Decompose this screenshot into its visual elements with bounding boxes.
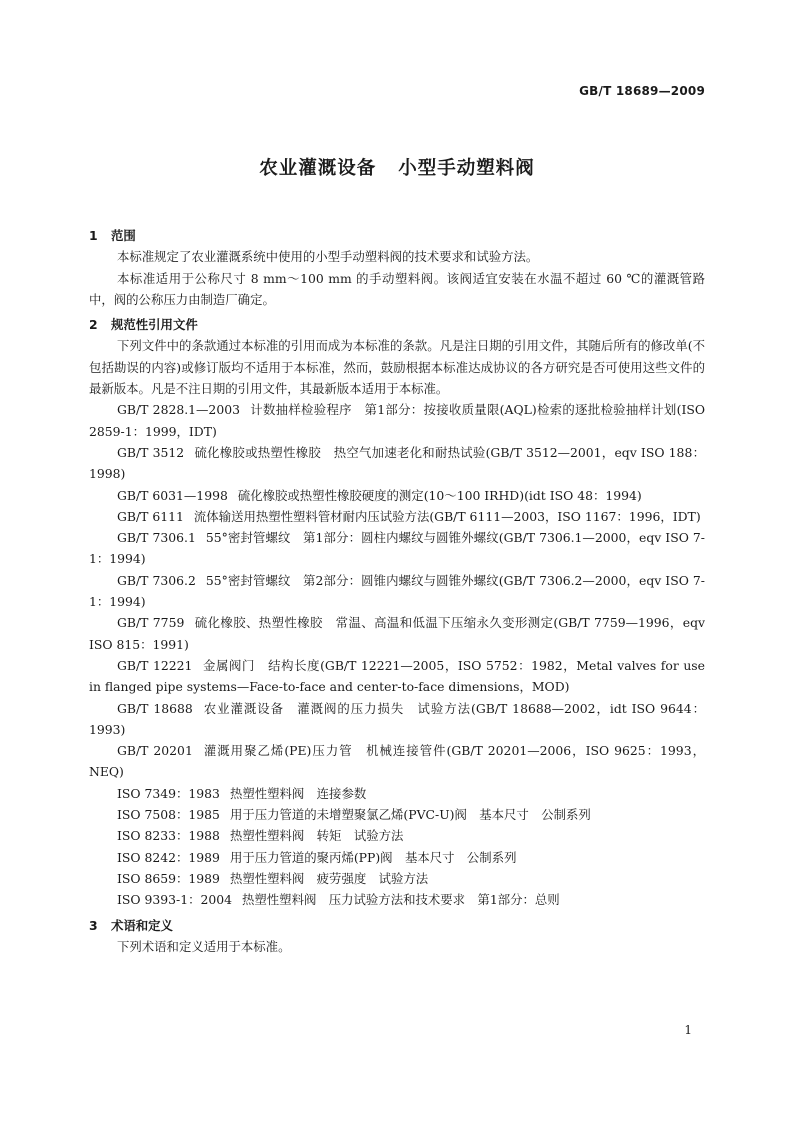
reference-item (89, 825, 705, 846)
reference-text: 硫化橡胶或热塑性橡胶 热空气加速老化和耐热试验(GB/T 3512—2001，eqv ISO 188：1998) (89, 444, 705, 482)
reference-text: 灌溉用聚乙烯(PE)压力管 机械连接管件(GB/T 20201—2006，ISO 9625：1993，NEQ) (89, 743, 705, 780)
reference-text: 农业灌溉设备 灌溉阀的压力损失 试验方法(GB/T 18688—2002，idt ISO 9644：1993) (89, 700, 705, 737)
reference-code: ISO 9393-1：2004 (117, 892, 233, 908)
reference-text: 热塑性塑料阀 连接参数 (229, 785, 367, 801)
reference-text: 用于压力管道的聚丙烯(PP)阀 基本尺寸 公制系列 (229, 849, 517, 865)
paragraph: 下列文件中的条款通过本标准的引用而成为本标准的条款。凡是注日期的引用文件，其随后所有的修改单(不包括勘误的内容)或修订版均不适用于本标准，然而，鼓励根据本标准达成协议的各方研究是否可使用这些文件的最新版本。凡是不注日期的引用文件，其最新版本适用于本标准。 (89, 338, 705, 397)
reference-text: 热塑性塑料阀 疲劳强度 试验方法 (229, 870, 429, 886)
reference-text: 热塑性塑料阀 转矩 试验方法 (229, 828, 404, 844)
reference-text: 流体输送用热塑性塑料管材耐内压试验方法(GB/T 6111—2003，ISO 1167：1996，IDT) (193, 508, 701, 524)
reference-item (89, 527, 705, 570)
reference-text: 用于压力管道的未增塑聚氯乙烯(PVC-U)阀 基本尺寸 公制系列 (229, 807, 591, 823)
document-title (0, 154, 794, 180)
reference-item (89, 612, 705, 655)
reference-item (89, 485, 705, 506)
standard-code: GB/T 18689—2009 (579, 84, 705, 98)
reference-code: ISO 8659：1989 (117, 870, 220, 886)
section-heading-scope (89, 225, 705, 246)
reference-item (89, 783, 705, 804)
section-heading-normative-references (89, 314, 705, 335)
reference-text: 计数抽样检验程序 第1部分：按接收质量限(AQL)检索的逐批检验抽样计划(ISO 2859-1：1999，IDT) (89, 402, 705, 439)
reference-text: 55°密封管螺纹 第1部分：圆柱内螺纹与圆锥外螺纹(GB/T 7306.1—2000，eqv ISO 7-1：1994) (89, 530, 705, 567)
reference-code: GB/T 7306.2 (117, 572, 196, 588)
title-part-2: 小型手动塑料阀 (398, 158, 535, 179)
reference-item (89, 655, 705, 698)
reference-item (89, 506, 705, 527)
reference-item (89, 570, 705, 613)
section-number: 1 (89, 228, 98, 243)
reference-code: GB/T 6031—1998 (117, 487, 228, 503)
reference-text: 硫化橡胶、热塑性橡胶 常温、高温和低温下压缩永久变形测定(GB/T 7759—1996，eqv ISO 815：1991) (89, 615, 706, 652)
reference-item (89, 889, 705, 910)
section-number: 3 (89, 917, 98, 933)
paragraph: 本标准规定了农业灌溉系统中使用的小型手动塑料阀的技术要求和试验方法。 (117, 249, 539, 265)
page-number: 1 (684, 1023, 692, 1037)
reference-code: ISO 8233：1988 (117, 828, 220, 844)
section-heading-terms-and-definitions (89, 915, 705, 936)
paragraph: 下列术语和定义适用于本标准。 (117, 938, 291, 954)
reference-item (89, 804, 705, 825)
reference-code: GB/T 20201 (117, 743, 193, 759)
reference-code: GB/T 12221 (117, 657, 193, 673)
title-part-1: 农业灌溉设备 (259, 158, 377, 179)
reference-item (89, 399, 705, 442)
reference-code: GB/T 2828.1—2003 (117, 402, 240, 418)
section-number: 2 (89, 317, 98, 333)
reference-text: 金属阀门 结构长度(GB/T 12221—2005，ISO 5752：1982，Metal valves for use in flanged pipe systems—Face-to-face and center-to-face dimensions，MOD) (89, 657, 705, 695)
reference-code: ISO 8242：1989 (117, 849, 220, 865)
reference-code: GB/T 18688 (117, 700, 193, 716)
section-title: 规范性引用文件 (111, 317, 198, 333)
reference-item (89, 442, 705, 485)
reference-item (89, 868, 705, 889)
reference-text: 硫化橡胶或热塑性橡胶硬度的测定(10～100 IRHD)(idt ISO 48：1994) (237, 487, 642, 503)
reference-text: 热塑性塑料阀 压力试验方法和技术要求 第1部分：总则 (242, 892, 560, 908)
reference-item (89, 740, 705, 783)
reference-item (89, 847, 705, 868)
section-title: 术语和定义 (111, 917, 173, 933)
reference-code: GB/T 7759 (117, 615, 185, 631)
reference-code: GB/T 3512 (117, 444, 185, 460)
reference-code: GB/T 6111 (117, 508, 184, 524)
reference-code: ISO 7349：1983 (117, 785, 220, 801)
reference-code: GB/T 7306.1 (117, 530, 196, 546)
document-body (89, 225, 705, 957)
paragraph: 本标准适用于公称尺寸 8 mm～100 mm 的手动塑料阀。该阀适宜安装在水温不超过 60 ℃的灌溉管路中，阀的公称压力由制造厂确定。 (89, 270, 705, 307)
section-title: 范围 (111, 228, 136, 243)
reference-item (89, 698, 705, 741)
reference-code: ISO 7508：1985 (117, 807, 220, 823)
reference-text: 55°密封管螺纹 第2部分：圆锥内螺纹与圆锥外螺纹(GB/T 7306.2—2000，eqv ISO 7-1：1994) (89, 572, 705, 610)
